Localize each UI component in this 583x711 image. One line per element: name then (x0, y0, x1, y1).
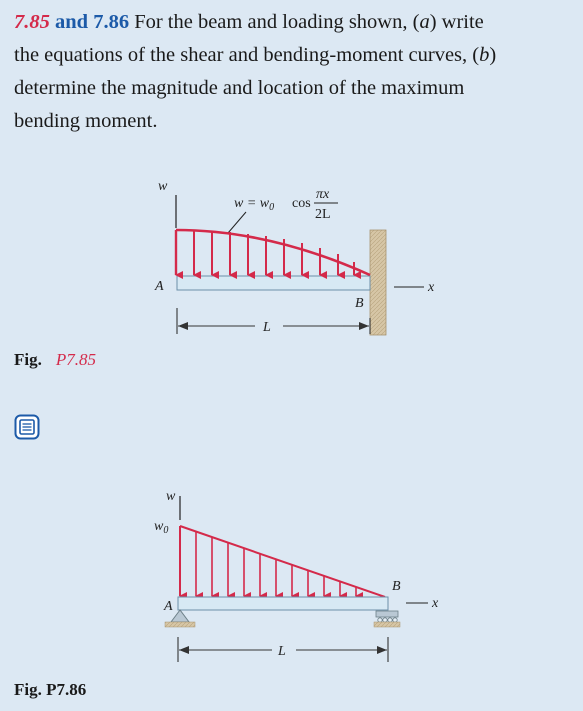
length-label-p86: L (278, 644, 286, 659)
beam-p7-85 (177, 276, 370, 290)
point-b-label-p86: B (392, 579, 401, 594)
equation-leader (228, 212, 246, 233)
svg-text:cos: cos (292, 196, 311, 211)
figure-number-p7-85[interactable]: P7.85 (55, 350, 96, 369)
x-axis-label-p85: x (428, 280, 435, 295)
svg-text:πx: πx (316, 187, 330, 202)
figure-label-p7-86: Fig. P7.86 (14, 680, 87, 699)
problem-number-b[interactable]: 7.86 (93, 11, 130, 33)
problem-line-4: bending moment. (14, 110, 158, 132)
problem-number-a[interactable]: 7.85 (14, 11, 50, 33)
point-b-label-p85: B (355, 296, 364, 311)
cosine-load (176, 230, 370, 275)
load-equation (234, 187, 338, 222)
load-curve (176, 230, 370, 275)
w-axis-label: w (158, 179, 168, 194)
figure-label-p7-85: Fig. P7.85 (14, 350, 96, 369)
w0-label: $w_0$ (154, 519, 169, 536)
point-a-label-p85: A (155, 279, 164, 294)
load-line-p86 (180, 526, 385, 597)
part-a-letter: a (419, 11, 430, 33)
roller-support-b (374, 611, 400, 627)
document-icon[interactable] (14, 414, 40, 445)
problem-text-1: For the beam and loading shown, ( (134, 11, 420, 33)
problem-line-3: determine the magnitude and location of the maximum (14, 77, 465, 99)
problem-and: and (55, 11, 89, 33)
fixed-wall (370, 230, 386, 335)
problem-text-2-end: ) (489, 44, 497, 66)
x-axis-label-p86: x (432, 596, 439, 611)
w-axis-label-p86: w (166, 489, 176, 504)
point-a-label-p86: A (164, 599, 173, 614)
length-label-p85: L (263, 320, 271, 335)
problem-text-2: the equations of the shear and bending-moment curves, ( (14, 44, 480, 66)
beam-p7-86 (178, 597, 388, 610)
part-b-letter: b (479, 44, 490, 66)
problem-text-1-end: ) write (429, 11, 484, 33)
svg-text:2L: 2L (315, 207, 331, 222)
triangular-load (180, 526, 385, 597)
svg-text:w = w0: $w = w_0$ (234, 196, 275, 213)
